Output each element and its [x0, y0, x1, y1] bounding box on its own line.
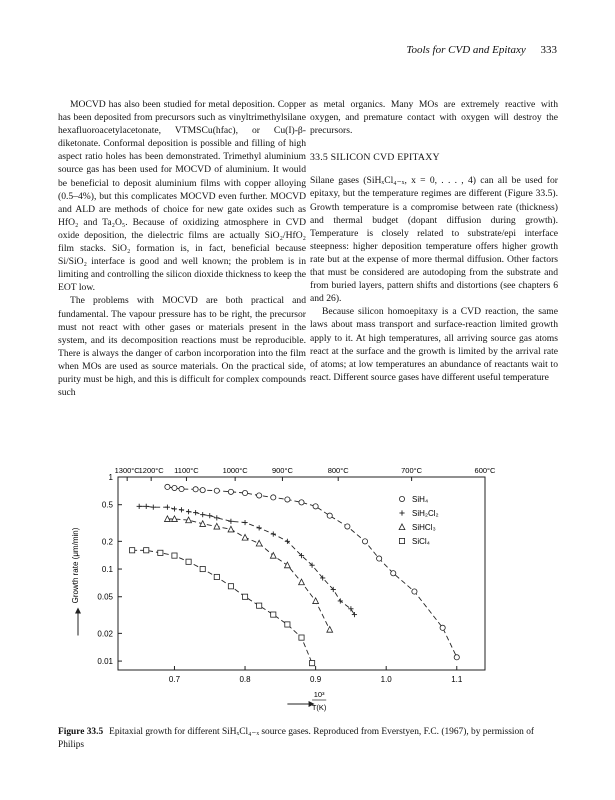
data-point — [285, 497, 290, 502]
x-axis-label-top: 10³ — [313, 690, 325, 699]
top-tick-label: 1000°C — [222, 466, 248, 475]
data-point — [271, 495, 276, 500]
top-tick-label: 700°C — [401, 466, 423, 475]
data-point — [257, 603, 262, 608]
legend-label: SiHCl₃ — [412, 523, 436, 532]
data-point — [228, 489, 233, 494]
data-point — [242, 594, 247, 599]
x-tick-label: 0.9 — [310, 675, 322, 684]
data-point — [285, 622, 290, 627]
y-tick-label: 0.5 — [101, 500, 113, 510]
data-point — [144, 548, 149, 553]
data-point — [313, 504, 318, 509]
data-point — [313, 598, 319, 604]
legend-marker — [399, 524, 405, 530]
data-point — [327, 513, 332, 518]
top-tick-label: 1200°C — [138, 466, 164, 475]
y-tick-label: 0.05 — [97, 592, 113, 602]
data-point — [377, 556, 382, 561]
legend-label: SiCl₄ — [412, 537, 430, 546]
data-point — [228, 584, 233, 589]
plot-frame — [118, 477, 485, 670]
body-paragraph: MOCVD has also been studied for metal deposition. Copper has been deposited from precursors such as vinyltrimethylsilane hexafluoroacetylacetonate, VTMSCu(hfac), or Cu(I)-β-diketonate. Conformal deposition is possible and filling of high aspect ratio holes has been demonstrated. Trimethyl aluminium source gas has been used for MOCVD of aluminium. It would be beneficial to deposit aluminium films with copper alloying (0.5–4%), but this complicates MOCVD even further. MOCVD and ALD are methods of choice for new gate oxides such as HfO₂ and Ta₂O₅. Because of oxidizing atmosphere in CVD oxide deposition, the dielectric films are actually SiO₂/HfO₂ film stacks. SiO₂ formation is, in fact, beneficial because Si/SiO₂ interface is good and well known; the problem is in limiting and controlling the silicon dioxide thickness to keep the EOT low. — [58, 99, 306, 294]
section-heading: 33.5 SILICON CVD EPITAXY — [310, 152, 440, 164]
y-tick-label: 1 — [108, 473, 113, 482]
data-point — [284, 562, 290, 568]
x-tick-label: 0.7 — [168, 675, 181, 684]
y-axis-label: Growth rate (μm/min) — [71, 527, 80, 604]
running-header — [406, 44, 557, 56]
x-tick-label: 1.1 — [451, 675, 463, 684]
legend-marker — [399, 538, 404, 543]
data-point — [130, 548, 135, 553]
data-point — [391, 571, 396, 576]
data-point — [200, 566, 205, 571]
data-point — [256, 540, 262, 546]
top-tick-label: 600°C — [474, 466, 496, 475]
data-point — [345, 524, 350, 529]
caption-text: Epitaxial growth for different SiHₓCl₄₋ₓ source gases. Reproduced from Everstyen, F.C. (1967), by permission of Philips — [58, 727, 535, 750]
top-tick-label: 800°C — [327, 466, 349, 475]
data-point — [172, 485, 177, 490]
data-point — [172, 553, 177, 558]
data-point — [214, 488, 219, 493]
data-point — [257, 493, 262, 498]
figure-chart — [60, 462, 560, 722]
running-title: Tools for CVD and Epitaxy — [406, 44, 526, 56]
y-axis-arrow-head — [75, 608, 81, 614]
data-point — [309, 661, 314, 666]
data-point — [179, 486, 184, 491]
x-tick-label: 0.8 — [239, 675, 251, 684]
data-point — [440, 625, 445, 630]
left-column — [58, 98, 306, 399]
legend-label: SiH₄ — [412, 495, 429, 504]
caption-label: Figure 33.5 — [58, 727, 104, 737]
y-tick-label: 0.1 — [101, 565, 113, 575]
x-tick-label: 1.0 — [380, 675, 392, 684]
y-tick-label: 0.01 — [97, 657, 113, 667]
body-paragraph: Silane gases (SiHₓCl₄₋ₓ, x = 0, . . . , 4) can all be used for epitaxy, but the temperature regimes are different (Figure 33.5). Growth temperature is a compromise between rate (thickness) and thermal budget (dopant diffusion during growth). Temperature is closely related to substrate/epi interface steepness: higher deposition temperature offers higher growth rate but at the expense of more thermal diffusion. Other factors that must be considered are autodoping from the substrate and from buried layers, pattern shifts and distortions (see chapters 6 and 26). — [310, 175, 558, 305]
series-line — [167, 519, 329, 630]
data-point — [412, 589, 417, 594]
y-tick-label: 0.02 — [97, 629, 113, 639]
legend-marker — [399, 496, 404, 501]
data-point — [454, 655, 459, 660]
data-point — [214, 574, 219, 579]
body-paragraph: The problems with MOCVD are both practical and fundamental. The vapour pressure has to be right, the precursor must not react with other gases or materials present in the system, and its decomposition reactions must be reproducible. There is always the danger of carbon incorporation into the film when MOs are used as source materials. On the practical side, purity must be high, and this is difficult for complex compounds such — [58, 295, 306, 399]
y-tick-label: 0.2 — [101, 537, 113, 547]
x-axis-label: T(K) — [311, 703, 327, 712]
body-paragraph: Because silicon homoepitaxy is a CVD reaction, the same laws about mass transport and surface-reaction limited growth apply to it. At high temperatures, all arriving source gas atoms react at the surface and the growth is limited by the arrival rate of atoms; at low temperatures an abundance of reactants wait to react. Different source gases have different useful temperature — [310, 306, 558, 383]
growth-rate-chart — [60, 462, 560, 722]
right-column — [310, 98, 558, 384]
data-point — [270, 552, 276, 558]
data-point — [193, 487, 198, 492]
top-tick-label: 1300°C — [114, 466, 140, 475]
data-point — [299, 635, 304, 640]
data-point — [200, 488, 205, 493]
figure-caption — [58, 726, 558, 751]
data-point — [327, 626, 333, 632]
data-point — [299, 500, 304, 505]
data-point — [271, 612, 276, 617]
data-point — [158, 550, 163, 555]
data-point — [299, 579, 305, 585]
data-point — [186, 559, 191, 564]
data-point — [165, 484, 170, 489]
page-number: 333 — [540, 44, 557, 56]
top-tick-label: 1100°C — [174, 466, 199, 475]
data-point — [362, 539, 367, 544]
legend-label: SiH₂Cl₂ — [412, 509, 439, 518]
body-paragraph-continued: as metal organics. Many MOs are extremely reactive with oxygen, and premature contact with oxygen will destroy the precursors. — [310, 99, 558, 137]
data-point — [228, 526, 234, 532]
top-tick-label: 900°C — [271, 466, 293, 475]
data-point — [242, 490, 247, 495]
data-point — [242, 534, 248, 540]
